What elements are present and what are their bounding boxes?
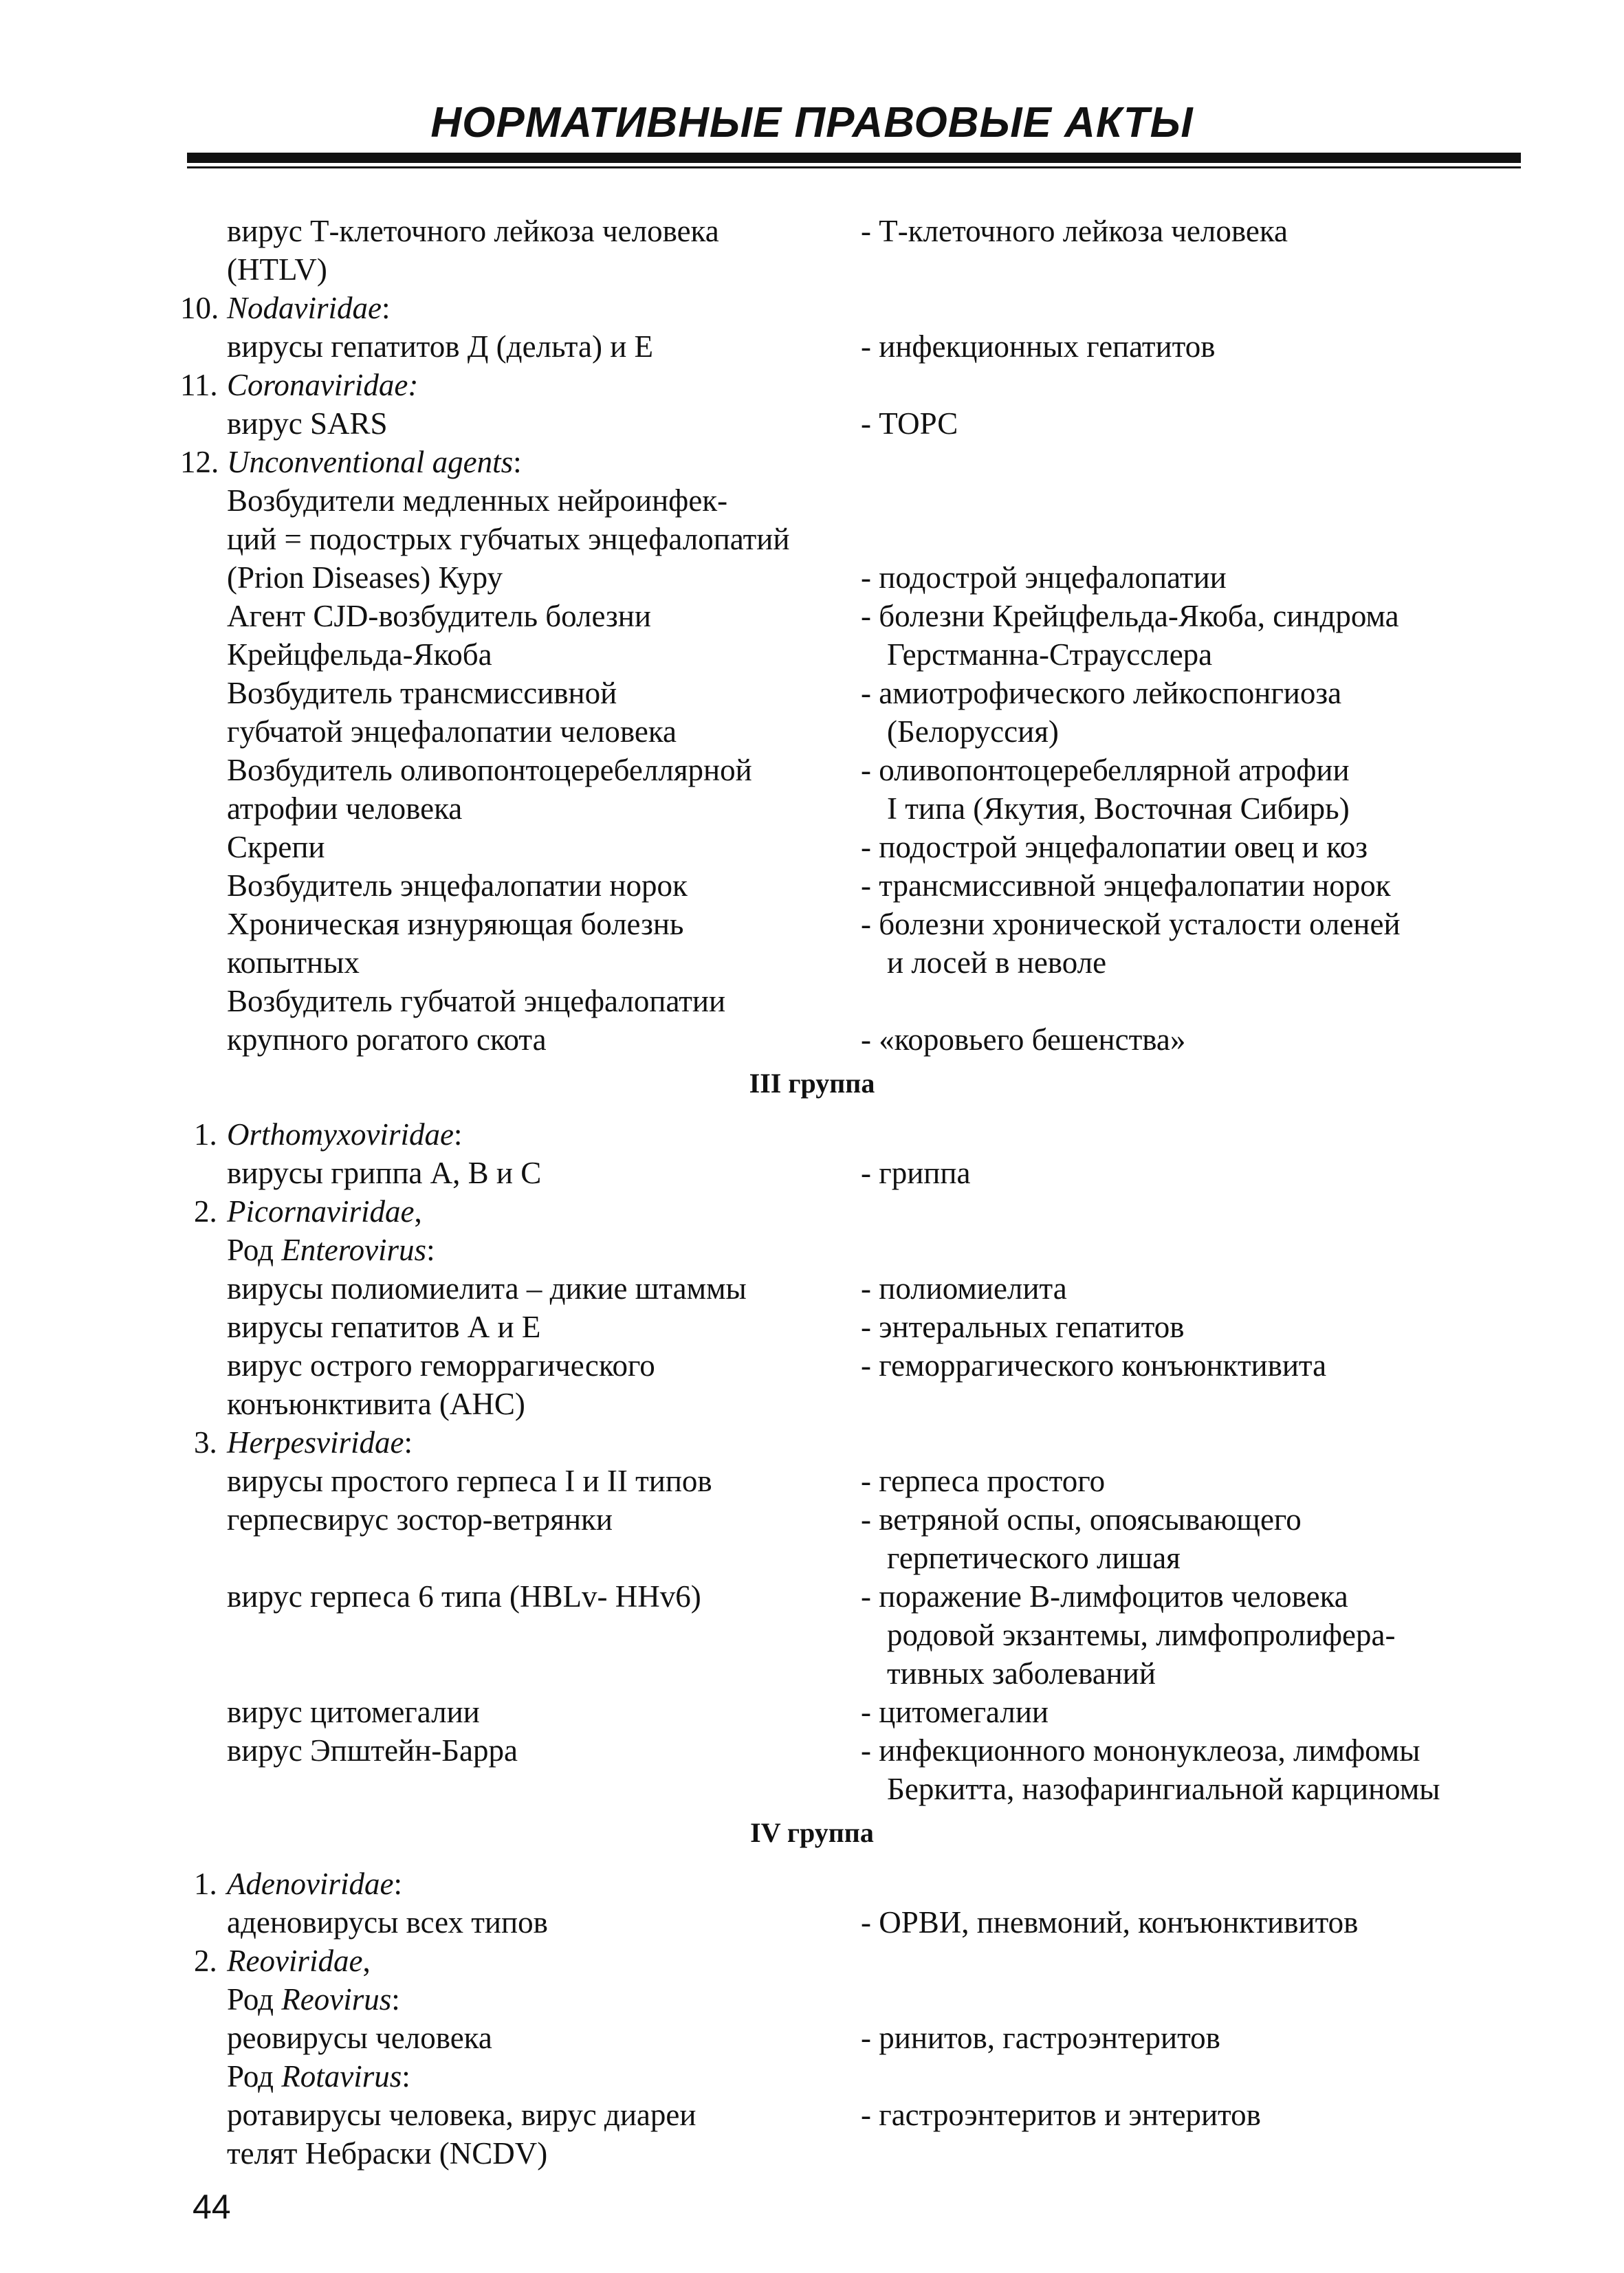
virus-name: Агент CJD-возбудитель болезни — [227, 599, 651, 633]
item-number: 2. — [194, 1194, 217, 1229]
disease-name: - инфекционных гепатитов — [861, 329, 1216, 364]
genus-heading: Род Enterovirus: — [227, 1233, 435, 1267]
entry-adenovirus — [0, 1903, 1624, 1942]
item-number: 1. — [194, 1867, 217, 1901]
family-name: Orthomyxoviridae — [227, 1117, 454, 1152]
virus-name: аденовирусы всех типов — [227, 1905, 548, 1940]
entry-htlv — [0, 212, 1624, 250]
item-number: 2. — [194, 1944, 217, 1978]
item-number: 12. — [180, 445, 219, 479]
text-line: ций = подострых губчатых энцефалопатий — [227, 522, 790, 556]
genus-name: Rotavirus — [281, 2059, 402, 2094]
disease-name: Беркитта, назофарингиальной карциномы — [887, 1772, 1440, 1806]
family-name: Herpesviridae — [227, 1425, 404, 1460]
entry-bse-cont — [0, 1020, 1624, 1059]
virus-name: Возбудитель трансмиссивной — [227, 676, 617, 710]
disease-name: - ОРВИ, пневмоний, конъюнктивитов — [861, 1905, 1359, 1940]
entry-sars — [0, 404, 1624, 443]
entry-cwd — [0, 905, 1624, 943]
virus-name: вирусы полиомиелита – дикие штаммы — [227, 1271, 747, 1306]
virus-name: ротавирусы человека, вирус диареи — [227, 2098, 696, 2132]
item-number: 10. — [180, 291, 219, 325]
virus-name: Возбудитель энцефалопатии норок — [227, 868, 688, 903]
virus-name: герпесвирус зостор-ветрянки — [227, 1502, 613, 1537]
entry-mink — [0, 866, 1624, 905]
disease-name: герпетического лишая — [887, 1541, 1181, 1575]
disease-name: (Белоруссия) — [887, 714, 1059, 749]
virus-name: вирусы простого герпеса I и II типов — [227, 1464, 712, 1498]
disease-name: - энтеральных гепатитов — [861, 1310, 1185, 1344]
family-heading: 1. Orthomyxoviridae: — [0, 1115, 1624, 1154]
disease-name: - ТОРС — [861, 406, 958, 441]
entry-opca — [0, 751, 1624, 789]
entry-opca-cont — [0, 789, 1624, 828]
virus-name: вирус герпеса 6 типа (HBLv- HHv6) — [227, 1579, 701, 1614]
entry-cwd-cont — [0, 943, 1624, 982]
disease-name: - оливопонтоцеребеллярной атрофии — [861, 753, 1350, 787]
disease-name: - цитомегалии — [861, 1695, 1049, 1729]
virus-name: вирус Т-клеточного лейкоза человека — [227, 214, 719, 248]
virus-name: вирус SARS — [227, 406, 388, 441]
entry-vzv-cont — [0, 1539, 1624, 1577]
disease-name: родовой экзантемы, лимфопролифера- — [887, 1618, 1396, 1652]
disease-name: - гастроэнтеритов и энтеритов — [861, 2098, 1261, 2132]
disease-name: - амиотрофического лейкоспонгиоза — [861, 676, 1342, 710]
virus-name: реовирусы человека — [227, 2021, 492, 2055]
genus-heading: Род Reovirus: — [227, 1982, 400, 2017]
family-heading — [0, 366, 1624, 404]
entry-scrapie — [0, 828, 1624, 866]
virus-name: Крейцфельда-Якоба — [227, 637, 492, 672]
entry-hepatitis-de — [0, 327, 1624, 366]
family-heading: 1. Adenoviridae: — [0, 1865, 1624, 1903]
entry-hsv — [0, 1462, 1624, 1500]
disease-name: - инфекционного мононуклеоза, лимфомы — [861, 1733, 1420, 1768]
group-heading: III группа — [749, 1068, 875, 1099]
disease-name: I типа (Якутия, Восточная Сибирь) — [887, 791, 1350, 826]
entry-cmv — [0, 1693, 1624, 1731]
virus-name: вирусы гепатитов А и Е — [227, 1310, 541, 1344]
entry-polio — [0, 1269, 1624, 1308]
disease-name: - поражение В-лимфоцитов человека — [861, 1579, 1348, 1614]
entry-hhv6-cont — [0, 1616, 1624, 1654]
family-name: Unconventional agents — [227, 445, 514, 479]
family-name: Picornaviridae — [227, 1194, 415, 1229]
entry-htlv-cont — [0, 250, 1624, 289]
virus-name: Возбудитель губчатой энцефалопатии — [227, 984, 726, 1018]
virus-name: (HTLV) — [227, 252, 327, 287]
disease-name: - ринитов, гастроэнтеритов — [861, 2021, 1220, 2055]
page-number: 44 — [193, 2188, 231, 2226]
entry-cjd — [0, 597, 1624, 635]
running-header: НОРМАТИВНЫЕ ПРАВОВЫЕ АКТЫ — [430, 99, 1194, 146]
disease-name: - гриппа — [861, 1156, 971, 1190]
entry-cjd-cont — [0, 635, 1624, 674]
entry-ebv — [0, 1731, 1624, 1770]
entry-hhv6 — [0, 1577, 1624, 1616]
virus-name: конъюнктивита (АНС) — [227, 1387, 525, 1421]
virus-name: Скрепи — [227, 830, 325, 864]
virus-name: вирусы гепатитов Д (дельта) и Е — [227, 329, 654, 364]
family-name: Coronaviridae: — [227, 368, 419, 402]
family-name: Nodaviridae — [227, 291, 382, 325]
header-rule-thin — [187, 166, 1521, 168]
virus-name: Возбудитель оливопонтоцеребеллярной — [227, 753, 752, 787]
disease-name: Герстманна-Страусслера — [887, 637, 1213, 672]
header-rule-thick — [187, 153, 1521, 163]
family-name: Reoviridae — [227, 1944, 363, 1978]
item-number: 1. — [194, 1117, 217, 1152]
virus-name: (Prion Diseases) Куру — [227, 560, 503, 595]
virus-name: вирус острого геморрагического — [227, 1348, 655, 1383]
entry-ebv-cont — [0, 1770, 1624, 1808]
disease-name: и лосей в неволе — [887, 945, 1107, 980]
family-heading: 12. Unconventional agents: — [0, 443, 1624, 481]
disease-name: - герпеса простого — [861, 1464, 1106, 1498]
virus-name: атрофии человека — [227, 791, 463, 826]
entry-hhv6-cont — [0, 1654, 1624, 1693]
disease-name: - болезни хронической усталости оленей — [861, 907, 1401, 941]
disease-name: - подострой энцефалопатии — [861, 560, 1227, 595]
disease-name: - Т-клеточного лейкоза человека — [861, 214, 1288, 248]
entry-ahc-cont — [0, 1385, 1624, 1423]
entry-ahc — [0, 1346, 1624, 1385]
entry-kuru — [0, 558, 1624, 597]
virus-name: копытных — [227, 945, 360, 980]
text-line: Возбудители медленных нейроинфек- — [227, 483, 728, 518]
entry-influenza — [0, 1154, 1624, 1192]
disease-name: тивных заболеваний — [887, 1656, 1156, 1691]
virus-name: телят Небраски (NCDV) — [227, 2136, 548, 2171]
entry-rotavirus — [0, 2096, 1624, 2134]
entry-tse — [0, 674, 1624, 712]
entry-bse — [0, 982, 1624, 1020]
entry-reovirus — [0, 2019, 1624, 2057]
genus-name: Enterovirus — [281, 1233, 427, 1267]
genus-heading: Род Rotavirus: — [227, 2059, 410, 2094]
family-heading: 2. Picornaviridae, — [0, 1192, 1624, 1231]
family-name: Adenoviridae — [227, 1867, 394, 1901]
family-heading: 3. Herpesviridae: — [0, 1423, 1624, 1462]
disease-name: - подострой энцефалопатии овец и коз — [861, 830, 1368, 864]
disease-name: - «коровьего бешенства» — [861, 1022, 1186, 1057]
virus-name: вирус цитомегалии — [227, 1695, 480, 1729]
group-heading: IV группа — [750, 1817, 874, 1848]
item-number: 3. — [194, 1425, 217, 1460]
disease-name: - болезни Крейцфельда-Якоба, синдрома — [861, 599, 1399, 633]
item-number: 11. — [180, 368, 218, 402]
virus-name: губчатой энцефалопатии человека — [227, 714, 677, 749]
family-heading: 2. Reoviridae, — [0, 1942, 1624, 1980]
disease-name: - трансмиссивной энцефалопатии норок — [861, 868, 1391, 903]
disease-name: - полиомиелита — [861, 1271, 1067, 1306]
virus-name: крупного рогатого скота — [227, 1022, 547, 1057]
virus-name: вирус Эпштейн-Барра — [227, 1733, 518, 1768]
entry-rotavirus-cont — [0, 2134, 1624, 2173]
entry-tse-cont — [0, 712, 1624, 751]
disease-name: - геморрагического конъюнктивита — [861, 1348, 1327, 1383]
disease-name: - ветряной оспы, опоясывающего — [861, 1502, 1302, 1537]
virus-name: Хроническая изнуряющая болезнь — [227, 907, 684, 941]
entry-vzv — [0, 1500, 1624, 1539]
family-heading: 10. Nodaviridae: — [0, 289, 1624, 327]
entry-hepatitis-ae — [0, 1308, 1624, 1346]
genus-name: Reovirus — [281, 1982, 392, 2017]
virus-name: вирусы гриппа А, В и С — [227, 1156, 542, 1190]
